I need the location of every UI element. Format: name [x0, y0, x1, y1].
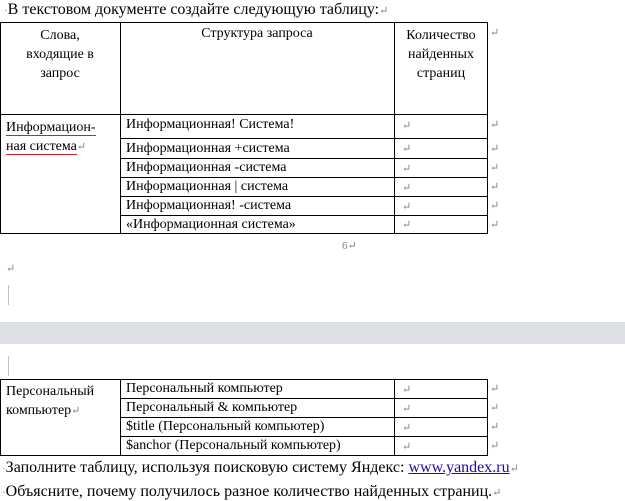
page-gap: [0, 322, 625, 344]
yandex-link[interactable]: www.yandex.ru: [408, 459, 510, 476]
page-corner-marker: [0, 285, 9, 305]
count-cell[interactable]: ↵: [402, 403, 412, 415]
query-row: Информационная! -система: [126, 198, 292, 213]
query-row: «Информационная система»: [126, 217, 296, 232]
query-row: Информационная | система: [126, 179, 289, 194]
instruction-fill: ·Заполните таблицу, используя поисковую систему Яндекс: www.yandex.ru↵: [2, 459, 519, 476]
query-row: Персональный компьютер: [126, 381, 283, 396]
query-row: Информационная! Система!: [126, 117, 295, 132]
words-cell-group1: Информацион- ная система↵: [6, 120, 96, 154]
header-structure: Структура запроса: [201, 26, 313, 41]
count-cell[interactable]: ↵: [402, 120, 412, 132]
page-number: 6↵: [342, 240, 357, 252]
page-corner-marker: [0, 356, 9, 376]
intro-text: ·В текстовом документе создайте следующую таблицу:↵: [4, 1, 389, 18]
query-row: Информационная -система: [126, 160, 287, 175]
query-row: $title (Персональный компьютер): [126, 419, 325, 434]
count-cell[interactable]: ↵: [402, 201, 412, 213]
count-cell[interactable]: ↵: [402, 143, 412, 155]
header-count: Количество найденных страниц: [406, 28, 476, 81]
instruction-explain: ·Объясните, почему получилось разное количество найденных страниц.↵: [2, 483, 502, 500]
query-row: Информационная +система: [126, 141, 290, 156]
query-row: $anchor (Персональный компьютер): [126, 438, 341, 453]
header-words: Слова, входящие в запрос: [26, 28, 94, 81]
query-row: Персональный & компьютер: [126, 400, 298, 415]
count-cell[interactable]: ↵: [402, 219, 412, 231]
space-mark-icon: ·: [4, 5, 8, 17]
words-cell-group2: Персональный компьютер↵: [6, 384, 95, 418]
count-cell[interactable]: ↵: [402, 182, 412, 194]
paragraph-mark-icon: ↵: [6, 263, 16, 275]
count-cell[interactable]: ↵: [402, 422, 412, 434]
paragraph-mark-icon: ↵: [379, 5, 389, 17]
count-cell[interactable]: ↵: [402, 441, 412, 453]
count-cell[interactable]: ↵: [402, 163, 412, 175]
count-cell[interactable]: ↵: [402, 384, 412, 396]
